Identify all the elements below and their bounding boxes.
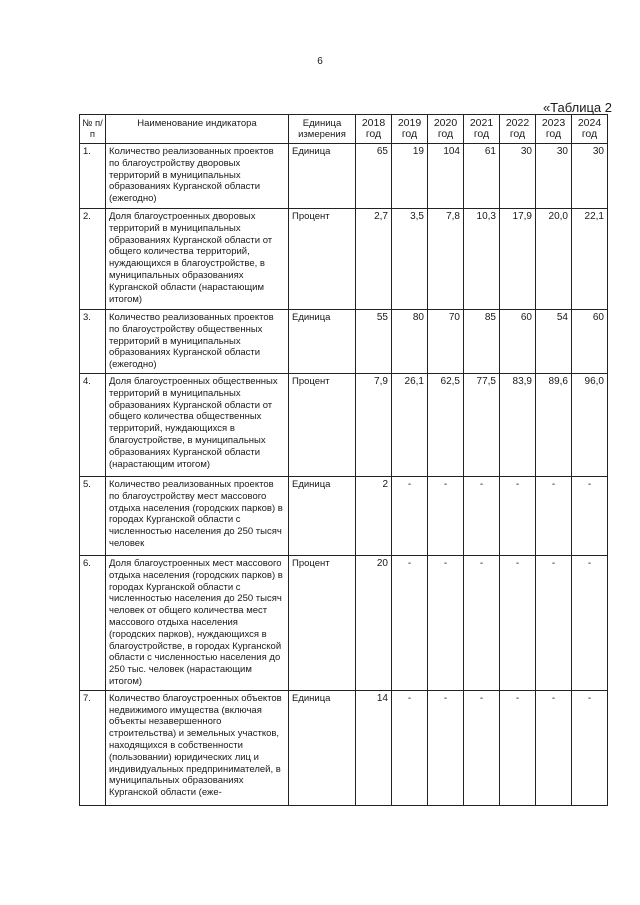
header-year-value: 2019 <box>397 117 422 129</box>
row-number: 7. <box>80 690 106 805</box>
header-num: № п/ п <box>80 115 106 144</box>
header-year-value: 2022 <box>505 117 530 129</box>
value-cell: 2,7 <box>356 209 392 310</box>
header-year <box>536 115 572 144</box>
header-year-label: год <box>473 128 490 140</box>
value-cell: - <box>500 555 536 690</box>
value-cell: 70 <box>428 310 464 374</box>
value-cell: - <box>392 555 428 690</box>
header-year-label: год <box>545 128 562 140</box>
header-name: Наименование индикатора <box>106 115 289 144</box>
value-cell: 55 <box>356 310 392 374</box>
unit-cell: Процент <box>289 555 356 690</box>
value-cell: 65 <box>356 144 392 209</box>
value-cell: 20 <box>356 555 392 690</box>
value-cell: 54 <box>536 310 572 374</box>
header-year-label: год <box>509 128 526 140</box>
table-caption: «Таблица 2 <box>542 100 612 115</box>
unit-cell: Единица <box>289 690 356 805</box>
table-row <box>80 476 608 555</box>
value-cell: - <box>392 690 428 805</box>
indicator-name: Количество реализованных проектов по благоустройству общественных территорий в муниципальных образованиях Курганской области (ежегодно) <box>106 310 289 374</box>
header-year <box>572 115 608 144</box>
value-cell: 22,1 <box>572 209 608 310</box>
table-row <box>80 310 608 374</box>
header-year-value: 2023 <box>541 117 566 129</box>
value-cell: 20,0 <box>536 209 572 310</box>
row-number: 5. <box>80 476 106 555</box>
value-cell: 30 <box>572 144 608 209</box>
value-cell: - <box>428 555 464 690</box>
row-number: 4. <box>80 373 106 476</box>
value-cell: 17,9 <box>500 209 536 310</box>
value-cell: - <box>536 690 572 805</box>
indicator-name: Доля благоустроенных мест массового отдыха населения (городских парков) в городах Курганской области с численностью населения до 250 тысяч человек от общего количества мест массового отдыха населения (городских парков), нуждающихся в благоустройстве, в городах Курганской области с численностью населения до 250 тыс. человек (нарастающим итогом) <box>106 555 289 690</box>
value-cell: 2 <box>356 476 392 555</box>
table-row <box>80 144 608 209</box>
unit-cell: Процент <box>289 373 356 476</box>
value-cell: 7,9 <box>356 373 392 476</box>
value-cell: 62,5 <box>428 373 464 476</box>
value-cell: - <box>500 690 536 805</box>
indicators-table <box>79 114 608 806</box>
value-cell: 96,0 <box>572 373 608 476</box>
value-cell: - <box>464 555 500 690</box>
table-row <box>80 555 608 690</box>
header-year-label: год <box>581 128 598 140</box>
indicator-name: Количество реализованных проектов по благоустройству дворовых территорий в муниципальных образованиях Курганской области (ежегодно) <box>106 144 289 209</box>
indicator-name: Количество реализованных проектов по благоустройству мест массового отдыха населения (городских парков) в городах Курганской области с численностью населения до 250 тысяч человек <box>106 476 289 555</box>
indicator-name: Количество благоустроенных объектов недвижимого имущества (включая объекты незавершенного строительства) и земельных участков, находящихся в собственности (пользовании) юридических лиц и индивидуальных предпринимателей, в муниципальных образованиях Курганской области (еже- <box>106 690 289 805</box>
header-year-label: год <box>365 128 382 140</box>
header-year <box>500 115 536 144</box>
value-cell: 19 <box>392 144 428 209</box>
unit-cell: Единица <box>289 476 356 555</box>
value-cell: - <box>428 690 464 805</box>
indicator-name: Доля благоустроенных общественных территорий в муниципальных образованиях Курганской области от общего количества общественных территорий, нуждающихся в благоустройстве, в муниципальных образованиях Курганской области (нарастающим итогом) <box>106 373 289 476</box>
page-number: 6 <box>317 56 323 67</box>
value-cell: - <box>500 476 536 555</box>
header-year-label: год <box>437 128 454 140</box>
value-cell: 89,6 <box>536 373 572 476</box>
header-year-label: год <box>401 128 418 140</box>
unit-cell: Единица <box>289 144 356 209</box>
value-cell: - <box>392 476 428 555</box>
header-unit: Единица измерения <box>289 115 356 144</box>
row-number: 2. <box>80 209 106 310</box>
value-cell: 104 <box>428 144 464 209</box>
table-row <box>80 690 608 805</box>
header-year-value: 2024 <box>577 117 602 129</box>
value-cell: 83,9 <box>500 373 536 476</box>
value-cell: 7,8 <box>428 209 464 310</box>
value-cell: - <box>572 555 608 690</box>
value-cell: 60 <box>572 310 608 374</box>
value-cell: 26,1 <box>392 373 428 476</box>
value-cell: - <box>464 476 500 555</box>
table-header-row <box>80 115 608 144</box>
unit-cell: Процент <box>289 209 356 310</box>
header-year <box>464 115 500 144</box>
value-cell: - <box>572 690 608 805</box>
value-cell: 30 <box>536 144 572 209</box>
row-number: 6. <box>80 555 106 690</box>
value-cell: - <box>464 690 500 805</box>
row-number: 1. <box>80 144 106 209</box>
table-row <box>80 209 608 310</box>
value-cell: 60 <box>500 310 536 374</box>
value-cell: 77,5 <box>464 373 500 476</box>
row-number: 3. <box>80 310 106 374</box>
value-cell: - <box>428 476 464 555</box>
value-cell: - <box>572 476 608 555</box>
header-year <box>392 115 428 144</box>
value-cell: 61 <box>464 144 500 209</box>
unit-cell: Единица <box>289 310 356 374</box>
header-year <box>428 115 464 144</box>
value-cell: 10,3 <box>464 209 500 310</box>
table-row <box>80 373 608 476</box>
header-year <box>356 115 392 144</box>
value-cell: 85 <box>464 310 500 374</box>
header-year-value: 2020 <box>433 117 458 129</box>
indicator-name: Доля благоустроенных дворовых территорий в муниципальных образованиях Курганской области от общего количества территорий, нуждающихся в благоустройстве, в муниципальных образованиях Курганской области (нарастающим итогом) <box>106 209 289 310</box>
header-year-value: 2021 <box>469 117 494 129</box>
value-cell: 30 <box>500 144 536 209</box>
value-cell: - <box>536 555 572 690</box>
value-cell: 14 <box>356 690 392 805</box>
header-year-value: 2018 <box>361 117 386 129</box>
value-cell: 3,5 <box>392 209 428 310</box>
value-cell: 80 <box>392 310 428 374</box>
value-cell: - <box>536 476 572 555</box>
